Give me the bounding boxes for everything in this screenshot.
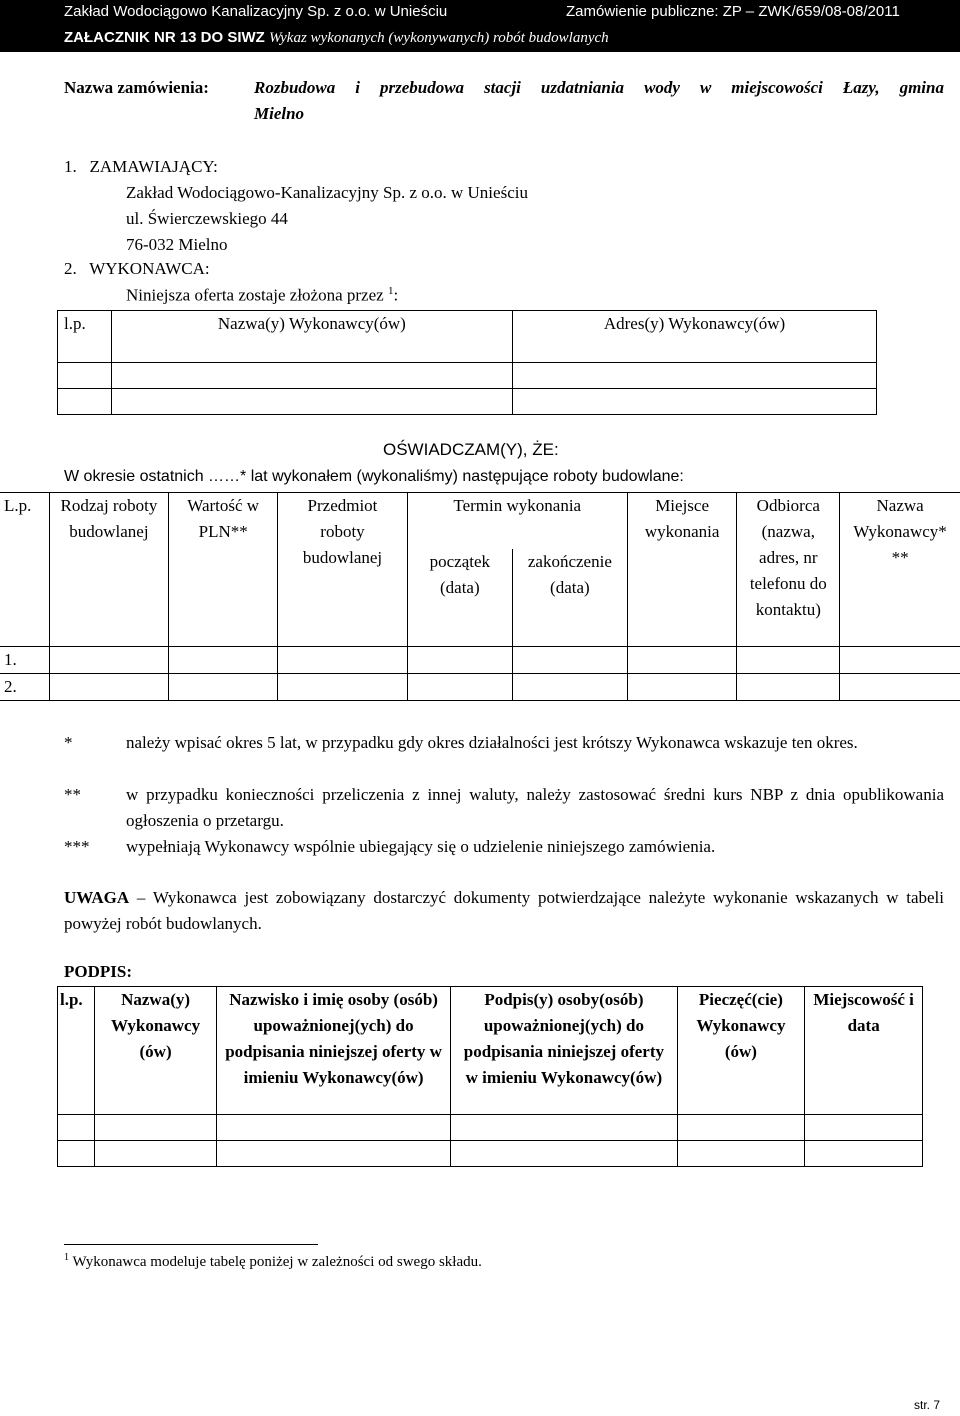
contractor-col-address: Adres(y) Wykonawcy(ów) (513, 311, 877, 363)
contractor-cell[interactable] (111, 389, 512, 415)
header-company: Zakład Wodociągowo Kanalizacyjny Sp. z o.o. w Unieściu (64, 3, 448, 20)
note-1 (64, 730, 944, 756)
contractor-cell[interactable] (111, 363, 512, 389)
annex-number: ZAŁACZNIK NR 13 DO SIWZ (64, 29, 265, 46)
footnote-text: Wykonawca modeluje tabelę poniżej w zależności od swego składu. (69, 1254, 482, 1270)
signature-col-place-date: Miejscowość i data (805, 987, 923, 1115)
signature-col-sign: Podpis(y) osoby(osób) upoważnionej(ych) do podpisania niniejszej oferty w imieniu Wykonawcy(ów) (451, 987, 677, 1115)
works-table (0, 492, 960, 701)
signature-col-stamp: Pieczęć(cie) Wykonawcy (ów) (677, 987, 805, 1115)
works-cell[interactable] (169, 647, 278, 674)
signature-cell[interactable] (677, 1141, 805, 1167)
note-1-mark: * (64, 733, 73, 752)
header-tender-number: Zamówienie publiczne: ZP – ZWK/659/08-08/2011 (566, 3, 900, 20)
order-name-line2: Mielno (254, 104, 305, 123)
signature-col-name: Nazwa(y) Wykonawcy (ów) (95, 987, 217, 1115)
contractor-col-name: Nazwa(y) Wykonawcy(ów) (111, 311, 512, 363)
contractor-cell[interactable] (58, 363, 112, 389)
footnote-separator (64, 1244, 318, 1245)
works-col-value: Wartość w PLN** (169, 493, 278, 647)
offer-text: Niniejsza oferta zostaje złożona przez (126, 285, 384, 305)
works-cell[interactable] (169, 674, 278, 701)
works-cell[interactable] (840, 647, 960, 674)
section-2-heading: 2. WYKONAWCA: (64, 259, 210, 278)
signature-cell[interactable] (58, 1115, 95, 1141)
works-col-end: zakończenie (data) (512, 549, 627, 647)
contractor-cell[interactable] (58, 389, 112, 415)
note-3 (64, 834, 944, 860)
works-cell[interactable] (512, 674, 627, 701)
signature-cell[interactable] (216, 1115, 450, 1141)
signature-cell[interactable] (95, 1141, 217, 1167)
signature-cell[interactable] (216, 1141, 450, 1167)
warning-paragraph (64, 885, 944, 937)
works-col-type: Rodzaj roboty budowlanej (49, 493, 168, 647)
works-cell[interactable] (278, 647, 407, 674)
works-cell[interactable] (627, 647, 737, 674)
works-cell[interactable] (737, 647, 840, 674)
declaration-text: W okresie ostatnich ……* lat wykonałem (wykonaliśmy) następujące roboty budowlane: (64, 468, 684, 485)
declaration-title: OŚWIADCZAM(Y), ŻE: (383, 440, 559, 459)
client-street: ul. Świerczewskiego 44 (126, 209, 288, 228)
signature-title: PODPIS: (64, 962, 132, 981)
works-col-start: początek (data) (407, 549, 512, 647)
contractor-col-lp: l.p. (58, 311, 112, 363)
works-col-subject: Przedmiot roboty budowlanej (278, 493, 407, 647)
signature-col-person: Nazwisko i imię osoby (osób) upoważnionej(ych) do podpisania niniejszej oferty w imieniu Wykonawcy(ów) (216, 987, 450, 1115)
contractor-cell[interactable] (513, 389, 877, 415)
annex-subtitle: Wykaz wykonanych (wykonywanych) robót budowlanych (269, 30, 609, 46)
order-label: Nazwa zamówienia: (64, 78, 209, 97)
works-col-term: Termin wykonania (407, 493, 627, 549)
works-col-place: Miejsce wykonania (627, 493, 737, 647)
works-cell[interactable] (407, 647, 512, 674)
client-city: 76-032 Mielno (126, 235, 228, 254)
signature-col-lp: l.p. (58, 987, 95, 1115)
footnote-ref: 1 (387, 285, 394, 297)
signature-cell[interactable] (805, 1141, 923, 1167)
section-1-heading: 1. ZAMAWIAJĄCY: (64, 157, 218, 176)
note-2 (64, 782, 944, 834)
signature-cell[interactable] (805, 1115, 923, 1141)
works-row-number: 1. (0, 647, 49, 674)
signature-cell[interactable] (95, 1115, 217, 1141)
warning-text: – Wykonawca jest zobowiązany dostarczyć dokumenty potwierdzające należyte wykonanie wskazanych w tabeli powyżej robót budowlanych. (64, 888, 944, 933)
order-name-line1: Rozbudowa i przebudowa stacji uzdatniania wody w miejscowości Łazy, gmina (254, 78, 944, 97)
note-3-mark: *** (64, 837, 90, 856)
works-cell[interactable] (840, 674, 960, 701)
signature-cell[interactable] (58, 1141, 95, 1167)
works-col-recipient: Odbiorca (nazwa, adres, nr telefonu do kontaktu) (737, 493, 840, 647)
works-cell[interactable] (627, 674, 737, 701)
client-name: Zakład Wodociągowo-Kanalizacyjny Sp. z o.o. w Unieściu (126, 183, 528, 202)
offer-colon: : (393, 285, 399, 305)
warning-label: UWAGA (64, 888, 130, 907)
signature-cell[interactable] (677, 1115, 805, 1141)
contractor-table (57, 310, 877, 415)
note-2-text: w przypadku konieczności przeliczenia z innej waluty, należy zastosować średni kurs NBP z dnia opublikowania ogłoszenia o przetargu. (126, 785, 944, 830)
footnote (64, 1252, 482, 1271)
works-cell[interactable] (49, 674, 168, 701)
note-1-text: należy wpisać okres 5 lat, w przypadku gdy okres działalności jest krótszy Wykonawca wskazuje ten okres. (126, 733, 858, 752)
signature-table (57, 986, 923, 1167)
offer-submitted-by (126, 285, 398, 306)
works-cell[interactable] (49, 647, 168, 674)
works-cell[interactable] (407, 674, 512, 701)
page-number: str. 7 (914, 1398, 941, 1412)
footnote-number: 1 (64, 1252, 69, 1263)
note-3-text: wypełniają Wykonawcy wspólnie ubiegający się o udzielenie niniejszego zamówienia. (126, 837, 716, 856)
works-cell[interactable] (278, 674, 407, 701)
header-annex (64, 29, 609, 47)
works-row-number: 2. (0, 674, 49, 701)
document-header (0, 0, 960, 52)
works-col-lp: L.p. (0, 493, 49, 647)
works-cell[interactable] (737, 674, 840, 701)
signature-cell[interactable] (451, 1141, 677, 1167)
signature-cell[interactable] (451, 1115, 677, 1141)
note-2-mark: ** (64, 785, 81, 804)
works-col-contractor: Nazwa Wykonawcy* ** (840, 493, 960, 647)
works-cell[interactable] (512, 647, 627, 674)
contractor-cell[interactable] (513, 363, 877, 389)
